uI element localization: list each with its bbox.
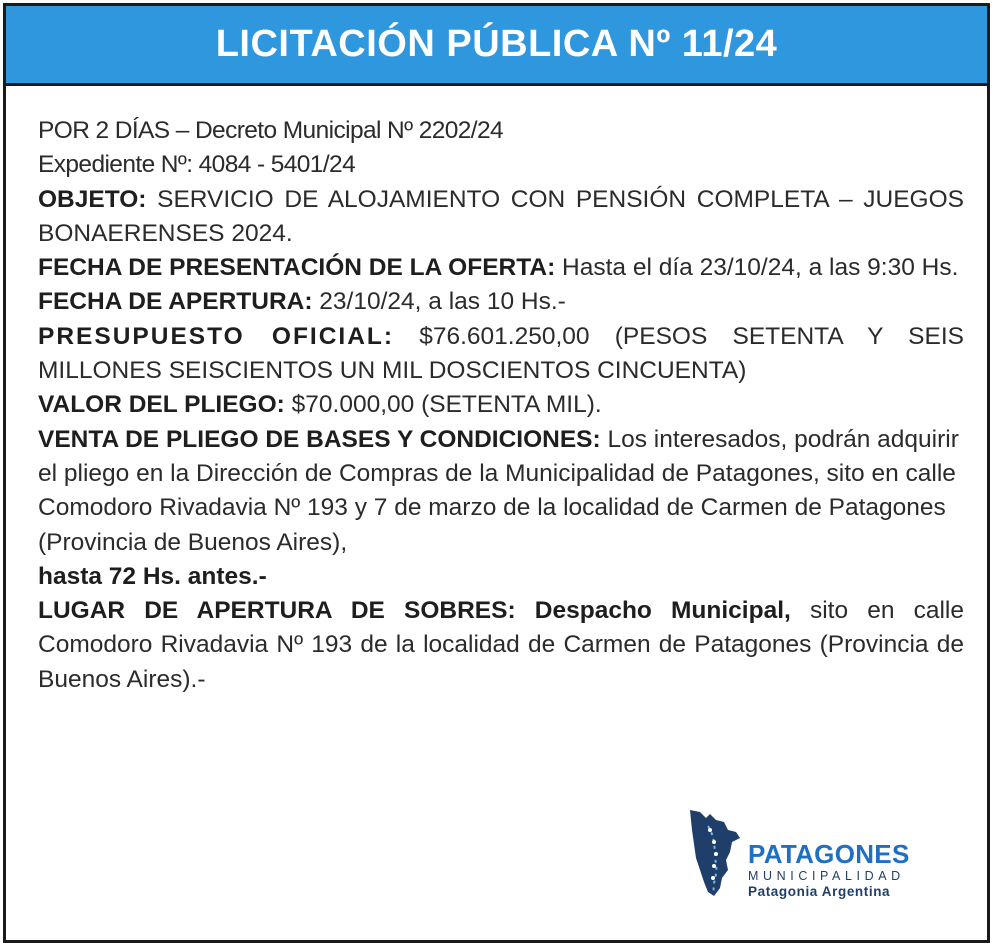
header-banner [6,6,987,83]
venta-deadline: hasta 72 Hs. antes.- [38,562,267,590]
valor-paragraph [38,388,964,422]
lugar-paragraph [38,594,964,697]
presupuesto-label: PRESUPUESTO OFICIAL: [38,322,395,350]
logo-subtitle: MUNICIPALIDAD [748,869,905,883]
header-divider [6,83,987,86]
logo-tagline: Patagonia Argentina [748,884,891,899]
valor-label: VALOR DEL PLIEGO: [38,391,285,419]
fecha-presentacion-text: Hasta el día 23/10/24, a las 9:30 Hs. [555,254,959,282]
fecha-apertura-text: 23/10/24, a las 10 Hs.- [312,288,566,316]
lugar-text: sito en calle Comodoro Rivadavia Nº 193 de la localidad de Carmen de Patagones (Provincia de Buenos Aires).- [38,597,964,693]
notice-body [38,114,964,697]
objeto-paragraph [38,183,964,252]
venta-deadline-paragraph [38,560,964,594]
venta-label: VENTA DE PLIEGO DE BASES Y CONDICIONES: [38,425,601,453]
objeto-label: OBJETO: [38,185,147,213]
publication-days: POR 2 DÍAS – Decreto Municipal Nº 2202/24 [38,117,504,144]
objeto-text: SERVICIO DE ALOJAMIENTO CON PENSIÓN COMPLETA – JUEGOS BONAERENSES 2024. [38,185,964,247]
patagones-map-icon [686,808,746,898]
fecha-presentacion-label: FECHA DE PRESENTACIÓN DE LA OFERTA: [38,254,556,282]
patagones-logo [686,806,916,906]
fecha-apertura-paragraph [38,285,964,319]
lugar-label: LUGAR DE APERTURA DE SOBRES: Despacho Municipal, [38,597,791,625]
page-title: LICITACIÓN PÚBLICA Nº 11/24 [215,23,778,65]
presupuesto-paragraph [38,320,964,389]
venta-paragraph [38,423,964,560]
fecha-apertura-label: FECHA DE APERTURA: [38,288,313,316]
logo-text [748,840,910,900]
venta-text: Los interesados, podrán adquirir el pliego en la Dirección de Compras de la Municipalidad de Patagones, sito en calle Comodoro Rivadavia Nº 193 y 7 de marzo de la localidad de Carmen de Patagones (Provincia de Buenos Aires), [38,425,959,556]
valor-text: $70.000,00 (SETENTA MIL). [284,391,602,419]
presupuesto-text: $76.601.250,00 (PESOS SETENTA Y SEIS MILLONES SEISCIENTOS UN MIL DOSCIENTOS CINCUENTA) [38,322,964,385]
logo-name: PATAGONES [748,839,910,869]
expediente-number: Expediente Nº: 4084 - 5401/24 [38,151,356,179]
fecha-presentacion-paragraph [38,251,964,285]
